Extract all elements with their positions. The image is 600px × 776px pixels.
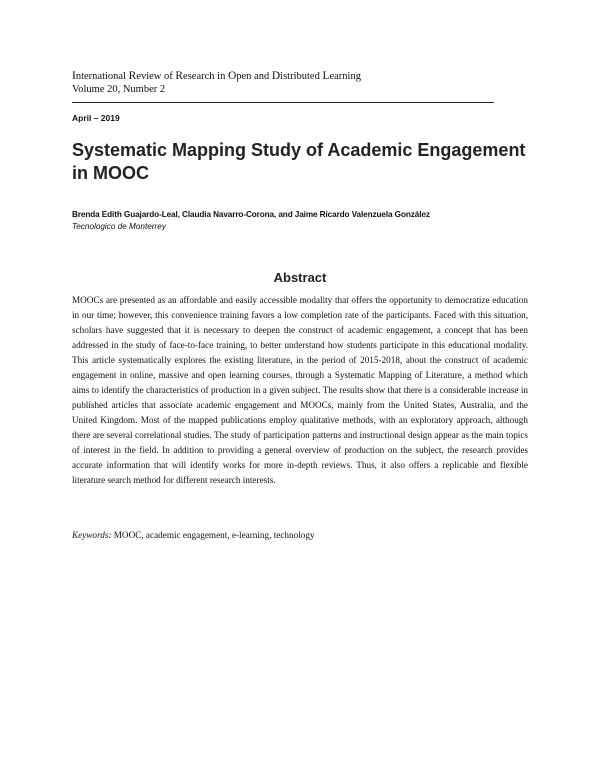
journal-name-part: eview of [136, 71, 176, 82]
article-title: Systematic Mapping Study of Academic Engagement in MOOC [72, 140, 526, 183]
journal-name-part: nternational [75, 71, 129, 82]
abstract-heading: Abstract [273, 270, 327, 285]
abstract-text: MOOCs are presented as an affordable and easily accessible modality that offers the opportunity to democratize education in our time; however, this convenience training favors a low completion rate of the participants. Faced with this situation, scholars have suggested that it is necessary to deepen the construct of academic engagement, a concept that has been addressed in the study of face-to-face training, to better understand how students participate in this educational modality. This article systematically explores the existing literature, in the period of 2015-2018, about the construct of academic engagement in online, massive and open learning courses, through a Systematic Mapping of Literature, a method which aims to identify the characteristics of production in a given subject. The results show that there is a considerable increase in published articles that associate academic engagement and MOOCs, mainly from the United States, Australia, and the United Kingdom. Most of the mapped publications employ qualitative methods, with an exploratory approach, although there are several correlational studies. The study of participation patterns and instructional design appear as the main topics of interest in the field. In addition to providing a general overview of production on the subject, the research provides accurate information that will identify works for more in-depth reviews. Thus, it also offers a replicable and flexible literature search method for different research interests. [72, 295, 528, 485]
journal-name-initial: I [72, 70, 76, 82]
journal-name-part: earning [329, 71, 361, 82]
issue-date: April – 2019 [72, 113, 120, 123]
keywords-value: MOOC, academic engagement, e-learning, technology [113, 530, 315, 540]
article-authors: Brenda Edith Guajardo-Leal, Claudia Navarro-Corona, and Jaime Ricardo Valenzuela González [72, 210, 430, 219]
keywords-label: Keywords: [72, 530, 112, 540]
journal-name-part: istributed [280, 71, 323, 82]
journal-name-initial: R [128, 70, 137, 82]
journal-name-part: pen and [236, 71, 272, 82]
journal-name-initial: O [227, 70, 237, 82]
journal-name-initial: D [271, 70, 281, 82]
header-divider [72, 102, 494, 103]
journal-name-part: esearch in [183, 71, 228, 82]
keywords-line [72, 528, 528, 542]
journal-name [72, 70, 502, 83]
journal-name-initial: L [322, 70, 330, 82]
journal-name-initial: R [175, 70, 184, 82]
journal-volume: Volume 20, Number 2 [72, 84, 166, 95]
journal-header [72, 70, 502, 96]
author-affiliation: Tecnologico de Monterrey [72, 222, 166, 231]
